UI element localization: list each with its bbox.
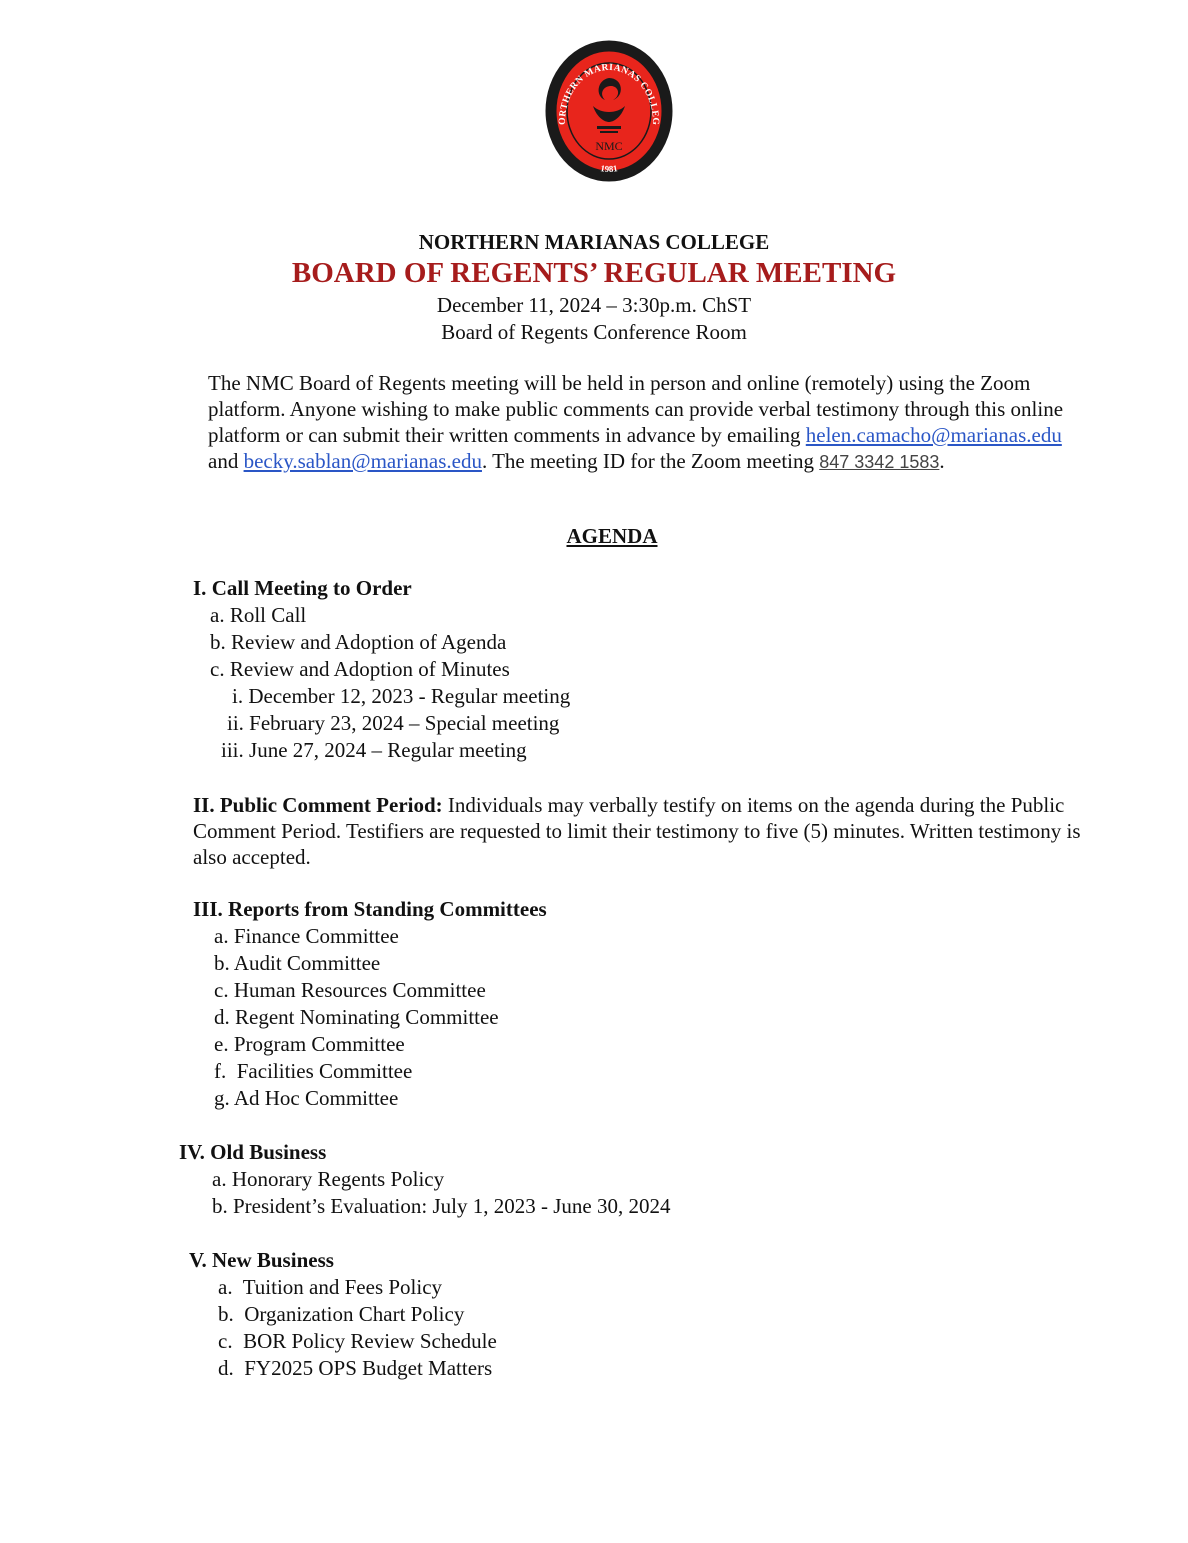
list-item: [214, 1086, 398, 1111]
list-item: [214, 978, 486, 1003]
text-fragment: Finance Committee: [233, 924, 399, 948]
section-description: Individuals may verbally testify on items on the agenda during the Public Comment Period. Testifiers are requested to limit their testimony to five (5) minutes. Written testimony is also accepted.: [193, 793, 1081, 869]
intro-text-2: and: [208, 449, 244, 473]
email-link-helen[interactable]: helen.camacho@marianas.edu: [805, 423, 1062, 447]
list-item: [214, 1032, 405, 1057]
text-fragment: Organization Chart Policy: [244, 1302, 465, 1326]
list-item: [212, 1194, 670, 1219]
agenda-heading: AGENDA: [566, 524, 658, 548]
sub-list-item: [232, 684, 570, 709]
text-fragment: i.: [232, 684, 244, 708]
text-fragment: Ad Hoc Committee: [233, 1086, 399, 1110]
text-fragment: d.: [214, 1005, 230, 1029]
list-item: [214, 951, 380, 976]
list-item: [218, 1302, 464, 1327]
text-fragment: Roll Call: [229, 603, 307, 627]
logo-center-text: NMC: [595, 139, 623, 153]
section-heading: [193, 897, 547, 922]
sub-list-item: [221, 738, 527, 763]
text-fragment: iii.: [221, 738, 244, 762]
list-item: [218, 1275, 442, 1300]
text-fragment: b.: [218, 1302, 234, 1326]
text-fragment: b.: [212, 1194, 228, 1218]
text-fragment: Human Resources Committee: [233, 978, 486, 1002]
list-item: [218, 1329, 497, 1354]
text-fragment: a.: [214, 924, 229, 948]
section-title: Public Comment Period:: [219, 793, 443, 817]
public-comment-section: [193, 792, 1083, 870]
zoom-meeting-id[interactable]: 847 3342 1583: [819, 452, 940, 472]
text-fragment: New Business: [211, 1248, 334, 1272]
text-fragment: President’s Evaluation: July 1, 2023 - June 30, 2024: [233, 1194, 671, 1218]
text-fragment: a.: [218, 1275, 233, 1299]
logo-arc-text: ORTHERN MARIANAS COLLEG: [557, 62, 661, 126]
text-fragment: Program Committee: [233, 1032, 405, 1056]
list-item: [214, 1005, 499, 1030]
text-fragment: Audit Committee: [233, 951, 381, 975]
section-heading: [179, 1140, 326, 1165]
svg-text:1981: [600, 163, 619, 174]
text-fragment: III.: [193, 897, 223, 921]
section-heading: [193, 576, 412, 601]
text-fragment: Review and Adoption of Agenda: [231, 630, 507, 654]
text-fragment: Regent Nominating Committee: [235, 1005, 499, 1029]
text-fragment: c.: [218, 1329, 233, 1353]
section-heading: [189, 1248, 334, 1273]
text-fragment: V.: [189, 1248, 207, 1272]
list-item: [210, 657, 510, 682]
intro-text-1: The NMC Board of Regents meeting will be held in person and online (remotely) using the Zoom platform. Anyone wishing to make public comments can provide verbal testimony through this online platform or can submit their written comments in advance by emailing: [208, 371, 1064, 447]
list-item: [210, 630, 506, 655]
text-fragment: Reports from Standing Committees: [228, 897, 547, 921]
list-item: [214, 924, 399, 949]
text-fragment: f.: [214, 1059, 227, 1083]
text-fragment: c.: [214, 978, 229, 1002]
nmc-logo: [545, 40, 673, 182]
text-fragment: December 12, 2023 - Regular meeting: [248, 684, 571, 708]
text-fragment: IV.: [179, 1140, 205, 1164]
email-link-becky[interactable]: becky.sablan@marianas.edu: [243, 449, 482, 473]
intro-paragraph: [208, 370, 1068, 475]
text-fragment: a.: [210, 603, 225, 627]
text-fragment: Facilities Committee: [236, 1059, 413, 1083]
list-item: [210, 603, 306, 628]
meeting-date-time: December 11, 2024 – 3:30p.m. ChST: [436, 293, 752, 317]
text-fragment: February 23, 2024 – Special meeting: [249, 711, 560, 735]
intro-text-4: .: [939, 449, 945, 473]
meeting-location: Board of Regents Conference Room: [441, 320, 747, 344]
sub-list-item: [227, 711, 559, 736]
text-fragment: Old Business: [210, 1140, 327, 1164]
text-fragment: Tuition and Fees Policy: [242, 1275, 443, 1299]
text-fragment: g.: [214, 1086, 230, 1110]
text-fragment: Honorary Regents Policy: [231, 1167, 445, 1191]
section-numeral: I.: [193, 576, 207, 600]
text-fragment: Review and Adoption of Minutes: [229, 657, 510, 681]
text-fragment: BOR Policy Review Schedule: [243, 1329, 497, 1353]
text-fragment: June 27, 2024 – Regular meeting: [249, 738, 527, 762]
intro-text-3: . The meeting ID for the Zoom meeting: [481, 449, 820, 473]
text-fragment: b.: [214, 951, 230, 975]
section-numeral: II.: [193, 793, 215, 817]
organization-name: NORTHERN MARIANAS COLLEGE: [418, 230, 770, 254]
logo-year: 1981: [599, 163, 619, 175]
text-fragment: d.: [218, 1356, 234, 1380]
list-item: [214, 1059, 412, 1084]
section-title: Call Meeting to Order: [211, 576, 412, 600]
list-item: [212, 1167, 444, 1192]
text-fragment: b.: [210, 630, 226, 654]
text-fragment: a.: [212, 1167, 227, 1191]
list-item: [218, 1356, 492, 1381]
meeting-title: BOARD OF REGENTS’ REGULAR MEETING: [291, 257, 897, 289]
nmc-seal-icon: [545, 40, 673, 182]
text-fragment: ii.: [227, 711, 244, 735]
text-fragment: e.: [214, 1032, 229, 1056]
text-fragment: FY2025 OPS Budget Matters: [244, 1356, 493, 1380]
text-fragment: c.: [210, 657, 225, 681]
